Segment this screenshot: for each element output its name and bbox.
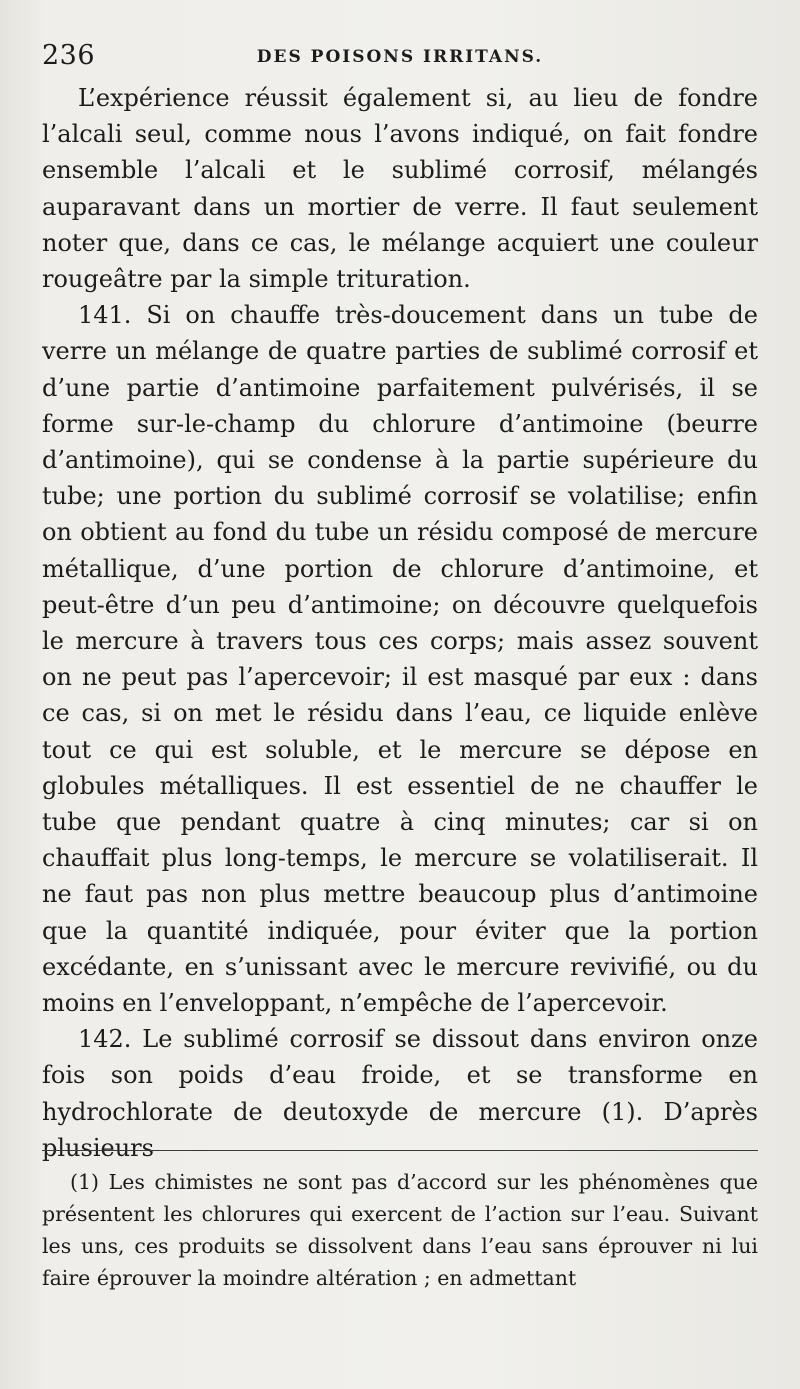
footnote-rule [42,1150,758,1151]
paragraph-number: 141. [78,301,132,330]
footnote [42,1166,758,1294]
paragraph-142 [42,1021,758,1166]
body-text [42,80,758,1166]
paragraph-text: Si on chauffe très-doucement dans un tube de verre un mélange de quatre parties de sublimé corrosif et d’une partie d’antimoine parfaitement pulvérisés, il se forme sur-le-champ du chlorure d’antimoine (beurre d’antimoine), qui se condense à la partie supérieure du tube; une portion du sublimé corrosif se volatilise; enfin on obtient au fond du tube un résidu composé de mercure métallique, d’une portion de chlorure d’antimoine, et peut-être d’un peu d’antimoine; on découvre quelquefois le mercure à travers tous ces corps; mais assez souvent on ne peut pas l’apercevoir; il est masqué par eux : dans ce cas, si on met le résidu dans l’eau, ce liquide enlève tout ce qui est soluble, et le mercure se dépose en globules métalliques. Il est essentiel de ne chauffer le tube que pendant quatre à cinq minutes; car si on chauffait plus long-temps, le mercure se volatiliserait. Il ne faut pas non plus mettre beaucoup plus d’antimoine que la quantité indiquée, pour éviter que la portion excédante, en s’unissant avec le mercure revivifié, ou du moins en l’enveloppant, n’empêche de l’apercevoir. [42,301,758,1018]
paragraph-intro [42,80,758,297]
running-title: DES POISONS IRRITANS. [256,47,544,67]
footnote-marker: (1) [70,1170,100,1194]
paragraph-number: 142. [78,1025,132,1054]
paragraph-text: Le sublimé corrosif se dissout dans environ onze fois son poids d’eau froide, et se transforme en hydrochlorate de deutoxyde de mercure (1). D’après plusieurs [42,1025,758,1162]
running-head [42,40,758,76]
paragraph-text: L’expérience réussit également si, au lieu de fondre l’alcali seul, comme nous l’avons indiqué, on fait fondre ensemble l’alcali et le sublimé corrosif, mélangés auparavant dans un mortier de verre. Il faut seulement noter que, dans ce cas, le mélange acquiert une couleur rougeâtre par la simple trituration. [42,84,758,294]
page-number: 236 [42,40,96,71]
paragraph-141 [42,297,758,1021]
footnote-text: Les chimistes ne sont pas d’accord sur les phénomènes que présentent les chlorures qui exercent de l’action sur l’eau. Suivant les uns, ces produits se dissolvent dans l’eau sans éprouver ni lui faire éprouver la moindre altération ; en admettant [42,1170,758,1290]
